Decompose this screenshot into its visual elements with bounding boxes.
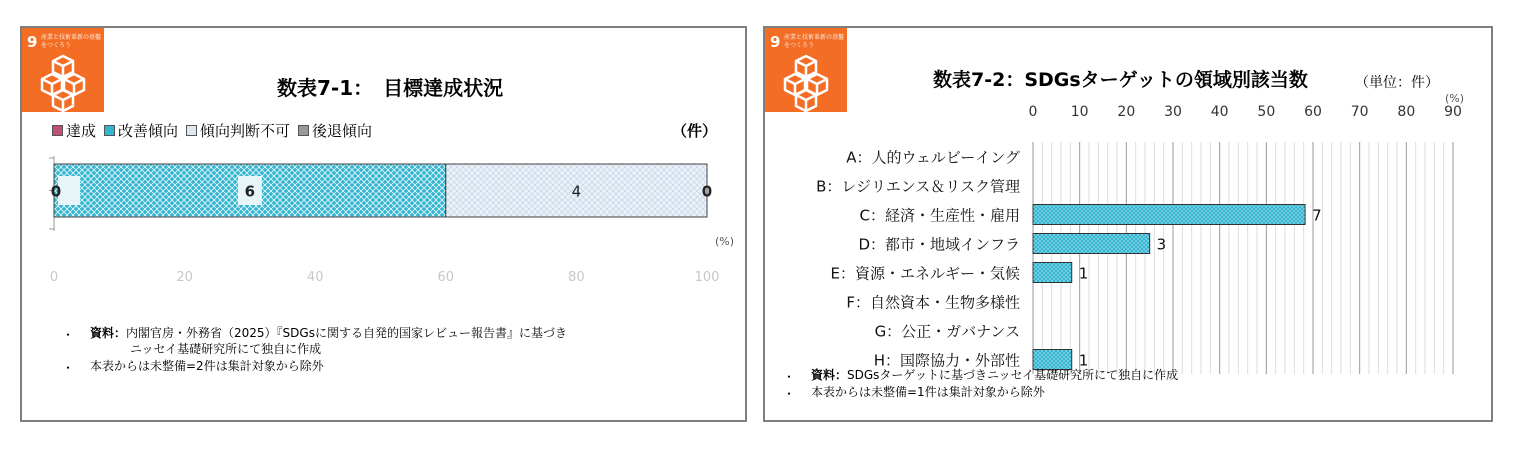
- note-bullet: ・: [783, 370, 796, 384]
- note-source-cont: ニッセイ基礎研究所にて独自に作成: [130, 342, 322, 356]
- note-exclusion: 本表からは未整備=1件は集計対象から除外: [811, 385, 1045, 399]
- unit-label: （単位：件）: [1355, 75, 1439, 91]
- x-tick-label: 20: [176, 270, 193, 285]
- x-tick-label: 80: [1397, 104, 1416, 120]
- x-tick-label: 100: [694, 270, 720, 285]
- x-tick-label: 20: [1117, 104, 1136, 120]
- note-source-label: 資料：: [811, 368, 848, 382]
- x-tick-label: 30: [1164, 104, 1182, 120]
- cubes-icon: [22, 50, 104, 112]
- data-label: 0: [50, 182, 62, 201]
- note-bullet: ・: [783, 387, 796, 401]
- x-tick-label: 60: [1304, 104, 1322, 120]
- bar: [1033, 263, 1072, 283]
- sdg-badge-text: 産業と技術革新の基盤をつくろう: [784, 34, 845, 49]
- category-label: G：公正・ガバナンス: [874, 322, 1020, 341]
- x-tick-label: 50: [1257, 104, 1276, 120]
- note-source-text: 内閣官房・外務省（2025）『SDGsに関する自発的国家レビュー報告書』に基づき: [126, 326, 567, 340]
- legend-label-achieved: 達成: [66, 122, 97, 140]
- legend-swatch-undetermined: [186, 125, 197, 136]
- sdg-number: 9: [770, 33, 781, 51]
- chart-legend: [52, 120, 372, 141]
- x-tick-label: 0: [49, 270, 59, 285]
- legend-label-improving: 改善傾向: [118, 122, 179, 140]
- category-label: D：都市・地域インフラ: [858, 235, 1020, 254]
- note-bullet: ・: [62, 361, 75, 375]
- x-tick-label: 40: [306, 270, 324, 285]
- sdg-number: 9: [27, 33, 38, 51]
- bar: [1033, 205, 1305, 225]
- legend-label-regressing: 後退傾向: [312, 122, 373, 140]
- legend-swatch-regressing: [298, 125, 309, 136]
- unit-label: （件）: [672, 122, 718, 140]
- sdg9-badge: [22, 28, 104, 112]
- note-source: [811, 368, 1178, 383]
- x-tick-label: 80: [568, 270, 585, 285]
- data-label: 7: [1312, 206, 1322, 225]
- data-label: 6: [244, 182, 256, 201]
- data-label-bg: [58, 176, 80, 205]
- stacked-bar-chart: [22, 146, 745, 296]
- note-bullet: ・: [62, 328, 75, 342]
- data-label: 4: [571, 182, 582, 201]
- bar: [1033, 350, 1072, 370]
- chart-title: 数表7-1： 目標達成状況: [277, 76, 504, 100]
- note-exclusion: 本表からは未整備=2件は集計対象から除外: [90, 359, 324, 373]
- legend-swatch-achieved: [52, 125, 63, 136]
- note-source-label: 資料：: [90, 326, 127, 340]
- category-label: B：レジリエンス＆リスク管理: [816, 177, 1020, 196]
- x-tick-label: 10: [1070, 104, 1089, 120]
- chart-title: 数表7-2：SDGsターゲットの領域別該当数: [933, 69, 1308, 91]
- sdg-badge-text: 産業と技術革新の基盤をつくろう: [41, 34, 102, 49]
- horizontal-bar-chart: [765, 98, 1491, 378]
- bar: [1033, 234, 1150, 254]
- data-label: 1: [1078, 351, 1089, 370]
- chart-panel-target-count: [763, 26, 1493, 422]
- x-tick-label: 60: [437, 270, 455, 285]
- category-label: H：国際協力・外部性: [873, 351, 1020, 370]
- legend-label-undetermined: 傾向判断不可: [200, 122, 291, 140]
- note-source-text: SDGsターゲットに基づきニッセイ基礎研究所にて独自に作成: [847, 368, 1179, 382]
- category-label: F：自然資本・生物多様性: [846, 293, 1020, 312]
- data-label: 3: [1156, 235, 1167, 254]
- data-label: 0: [701, 182, 713, 201]
- x-tick-label: 40: [1210, 104, 1229, 120]
- x-tick-label: 0: [1028, 104, 1038, 120]
- note-source: [90, 326, 567, 341]
- data-label: 1: [1078, 264, 1089, 283]
- x-tick-label: 70: [1350, 104, 1369, 120]
- category-label: E：資源・エネルギー・気候: [830, 264, 1020, 283]
- x-tick-label: 90: [1444, 104, 1462, 120]
- x-axis-unit: (%): [715, 235, 735, 248]
- category-label: C：経済・生産性・雇用: [859, 206, 1020, 225]
- legend-swatch-improving: [104, 125, 115, 136]
- category-label: A：人的ウェルビーイング: [846, 148, 1020, 167]
- chart-panel-goal-status: [20, 26, 747, 422]
- x-axis-unit: (%): [1445, 92, 1465, 105]
